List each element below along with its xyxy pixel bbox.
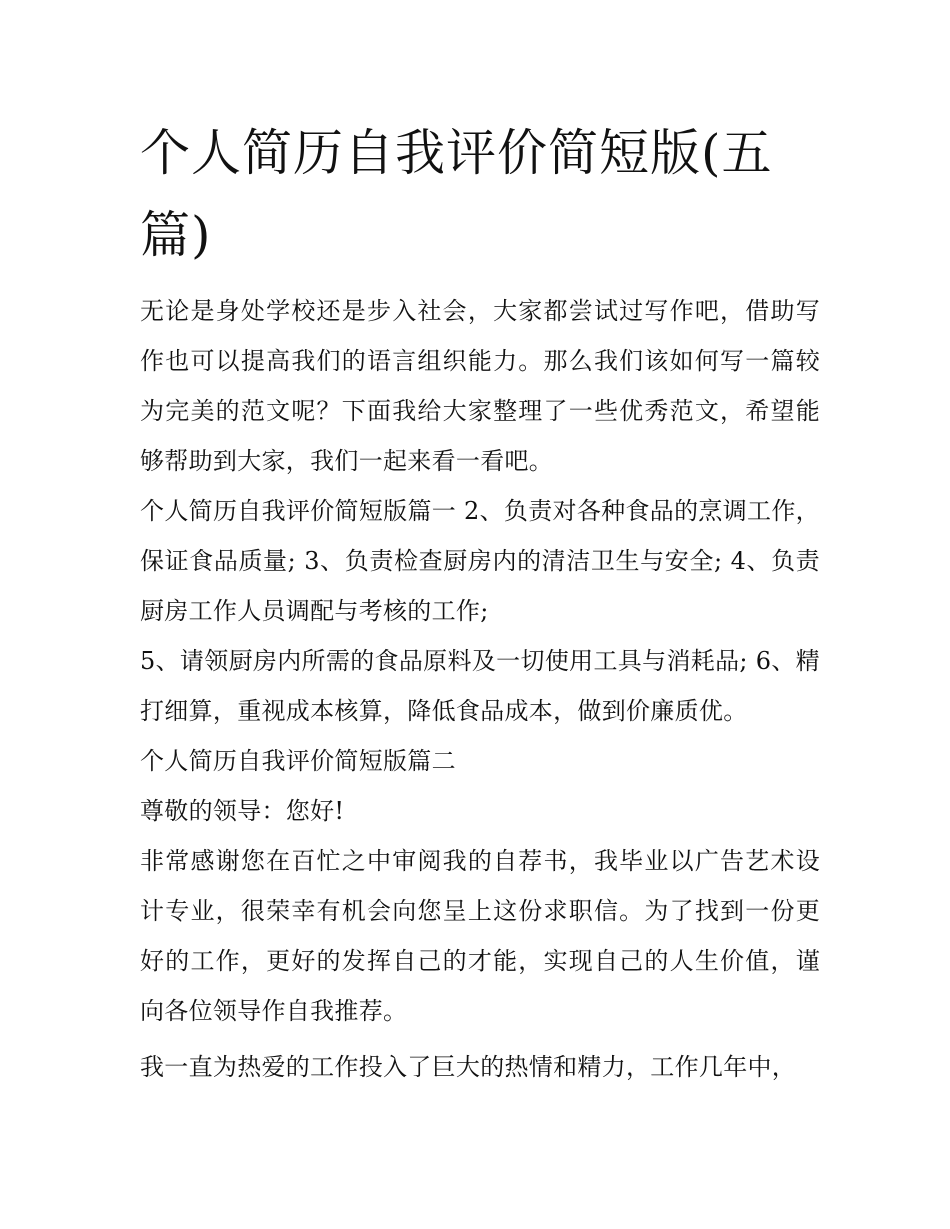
section-two-heading: 个人简历自我评价简短版篇二 — [140, 747, 456, 775]
document-page — [140, 112, 820, 1092]
intro-paragraph: 无论是身处学校还是步入社会，大家都尝试过写作吧，借助写作也可以提高我们的语言组织能力。那么我们该如何写一篇较为完美的范文呢？下面我给大家整理了一些优秀范文，希望能够帮助到大家，我们一起来看一看吧。 — [140, 297, 820, 475]
closing-paragraph: 我一直为热爱的工作投入了巨大的热情和精力，工作几年中， — [140, 1053, 797, 1081]
salutation: 尊敬的领导：您好! — [140, 797, 345, 825]
cover-letter-paragraph: 非常感谢您在百忙之中审阅我的自荐书，我毕业以广告艺术设计专业，很荣幸有机会向您呈上这份求职信。为了找到一份更好的工作，更好的发挥自己的才能，实现自己的人生价值，谨向各位领导作自我推荐。 — [140, 847, 820, 1025]
duties-paragraph: 5、请领厨房内所需的食品原料及一切使用工具与消耗品; 6、精打细算，重视成本核算，降低食品成本，做到价廉质优。 — [140, 647, 820, 725]
document-title: 个人简历自我评价简短版(五篇) — [140, 124, 773, 264]
section-one-paragraph: 个人简历自我评价简短版篇一 2、负责对各种食品的烹调工作，保证食品质量; 3、负责检查厨房内的清洁卫生与安全; 4、负责厨房工作人员调配与考核的工作; — [140, 497, 820, 625]
